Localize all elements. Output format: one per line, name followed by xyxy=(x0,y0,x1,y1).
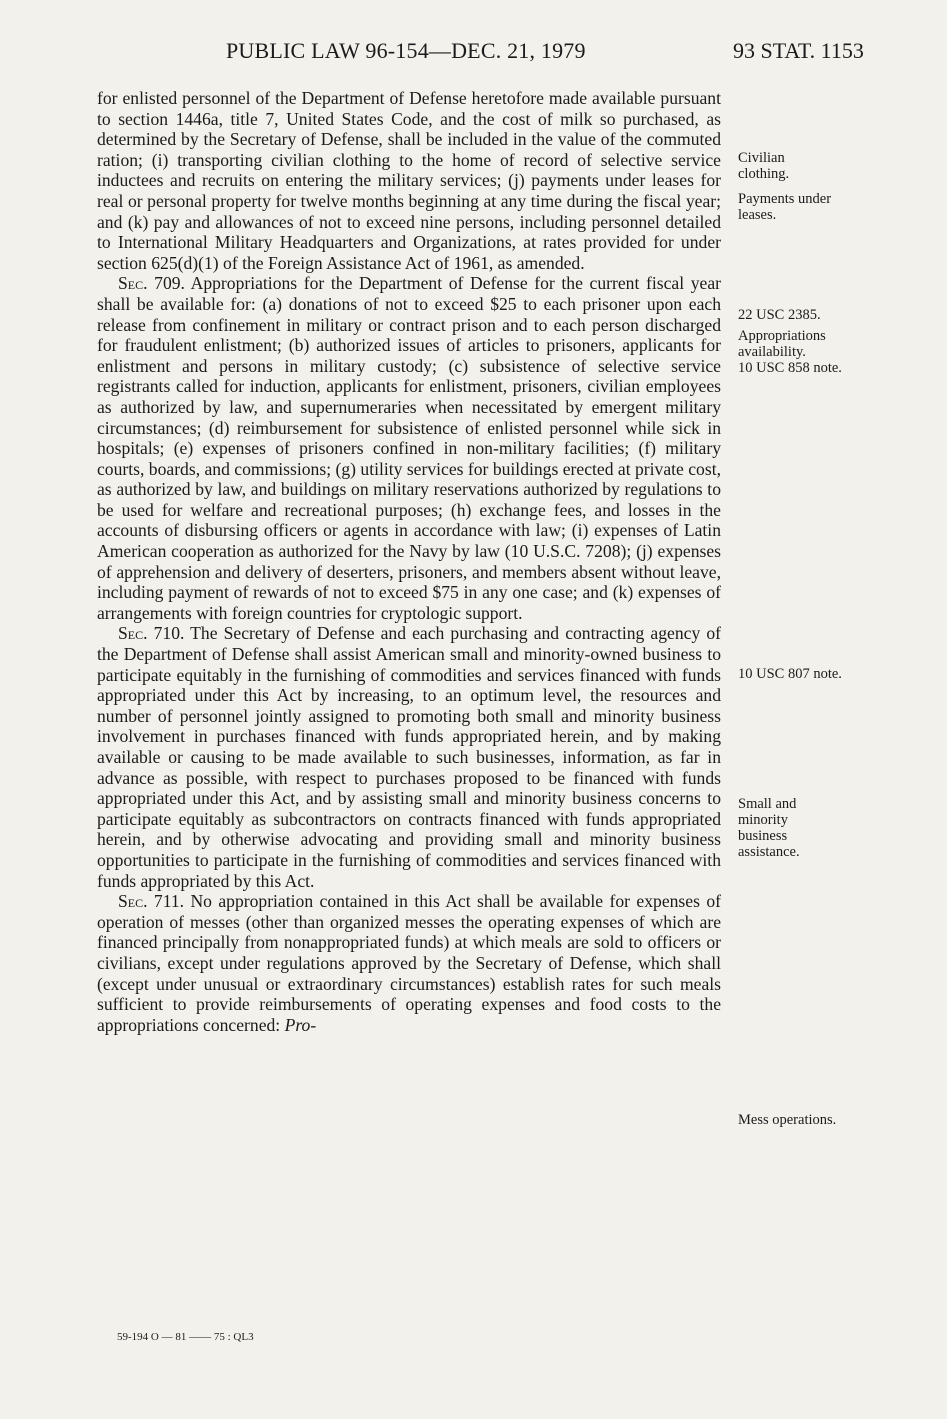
section-710 xyxy=(97,623,721,891)
margin-note-payments-leases: Payments under leases. xyxy=(738,191,832,223)
section-710-label: Sec. 710. xyxy=(118,623,185,644)
section-709-text: Appropriations for the Department of Defense for the current fiscal year shall be available for: (a) donations of not to exceed $25 to each prisoner upon each release from confinement in military or contract prison and to each person discharged for fraudulent enlistment; (b) authorized issues of articles to prisoners, applicants for enlistment and persons in military custody; (c) subsistence of selective service registrants called for induction, applicants for enlistment, prisoners, civilian employees as authorized by law, and supernumeraries when necessitated by emergent military circumstances; (d) reimbursement for subsistence of enlisted personnel while sick in hospitals; (e) expenses of prisoners confined in non-military facilities; (f) military courts, boards, and commissions; (g) utility services for buildings erected at private cost, as authorized by law, and buildings on military reservations authorized by regulations to be used for welfare and recreational purposes; (h) exchange fees, and losses in the accounts of disbursing officers or agents in accordance with law; (i) expenses of Latin American cooperation as authorized for the Navy by law (10 U.S.C. 7208); (j) expenses of apprehension and delivery of deserters, prisoners, and members absent without leave, including payment of rewards of not to exceed $75 in any one case; and (k) expenses of arrangements with foreign countries for cryptologic support. xyxy=(97,273,721,623)
margin-note-appropriations-availability: Appropriations availability. 10 USC 858 note. xyxy=(738,328,842,376)
section-711-label: Sec. 711. xyxy=(118,891,185,912)
section-711 xyxy=(97,891,721,1035)
section-710-text: The Secretary of Defense and each purchasing and contracting agency of the Department of Defense shall assist American small and minority-owned business to participate equitably in the furnishing of commodities and services financed with funds appropriated under this Act by increasing, to an optimum level, the resources and number of personnel jointly assigned to promoting both small and minority business involvement in purchases financed with funds appropriated herein, and by making available or causing to be made available to such businesses, information, as far in advance as possible, with respect to purchases proposed to be financed with funds appropriated under this Act, and by assisting small and minority business concerns to participate equitably as subcontractors on contracts financed with funds appropriated herein, and by otherwise advocating and providing small and minority business opportunities to participate in the furnishing of commodities and services financed with funds appropriated by this Act. xyxy=(97,623,721,891)
page-footer: 59-194 O — 81 —— 75 : QL3 xyxy=(117,1331,254,1343)
margin-note-10-usc-807: 10 USC 807 note. xyxy=(738,666,842,682)
section-711-text: No appropriation contained in this Act shall be available for expenses of operation of messes (other than organized messes the operating expenses of which are financed principally from nonappropriated funds) at which meals are sold to officers or civilians, except under regulations approved by the Secretary of Defense, which shall (except under unusual or extraordinary circumstances) establish rates for such meals sufficient to provide reimbursements of operating expenses and food costs to the appropriations concerned: xyxy=(97,891,721,1035)
margin-note-22-usc-2385: 22 USC 2385. xyxy=(738,307,821,323)
section-709 xyxy=(97,273,721,623)
margin-note-civilian-clothing: Civilian clothing. xyxy=(738,150,790,182)
margin-note-mess-operations: Mess operations. xyxy=(738,1112,837,1128)
section-709-label: Sec. 709. xyxy=(118,273,185,294)
body-text xyxy=(97,88,721,1035)
section-711-tail: Pro- xyxy=(284,1014,317,1035)
margin-note-small-minority-business: Small and minority business assistance. xyxy=(738,796,800,860)
page-header-title: PUBLIC LAW 96-154—DEC. 21, 1979 xyxy=(226,38,586,63)
paragraph-continuation: for enlisted personnel of the Department of Defense heretofore made available pursuant to section 1446a, title 7, United States Code, and the cost of milk so purchased, as determined by the Secretary of Defense, shall be included in the value of the commuted ration; (i) transporting civilian clothing to the home of record of selective service inductees and recruits on entering the military services; (j) payments under leases for real or personal property for twelve months beginning at any time during the fiscal year; and (k) pay and allowances of not to exceed nine persons, including personnel detailed to International Military Headquarters and Organizations, at rates provided for under section 625(d)(1) of the Foreign Assistance Act of 1961, as amended. xyxy=(97,88,721,273)
page-header-stat: 93 STAT. 1153 xyxy=(733,38,864,63)
